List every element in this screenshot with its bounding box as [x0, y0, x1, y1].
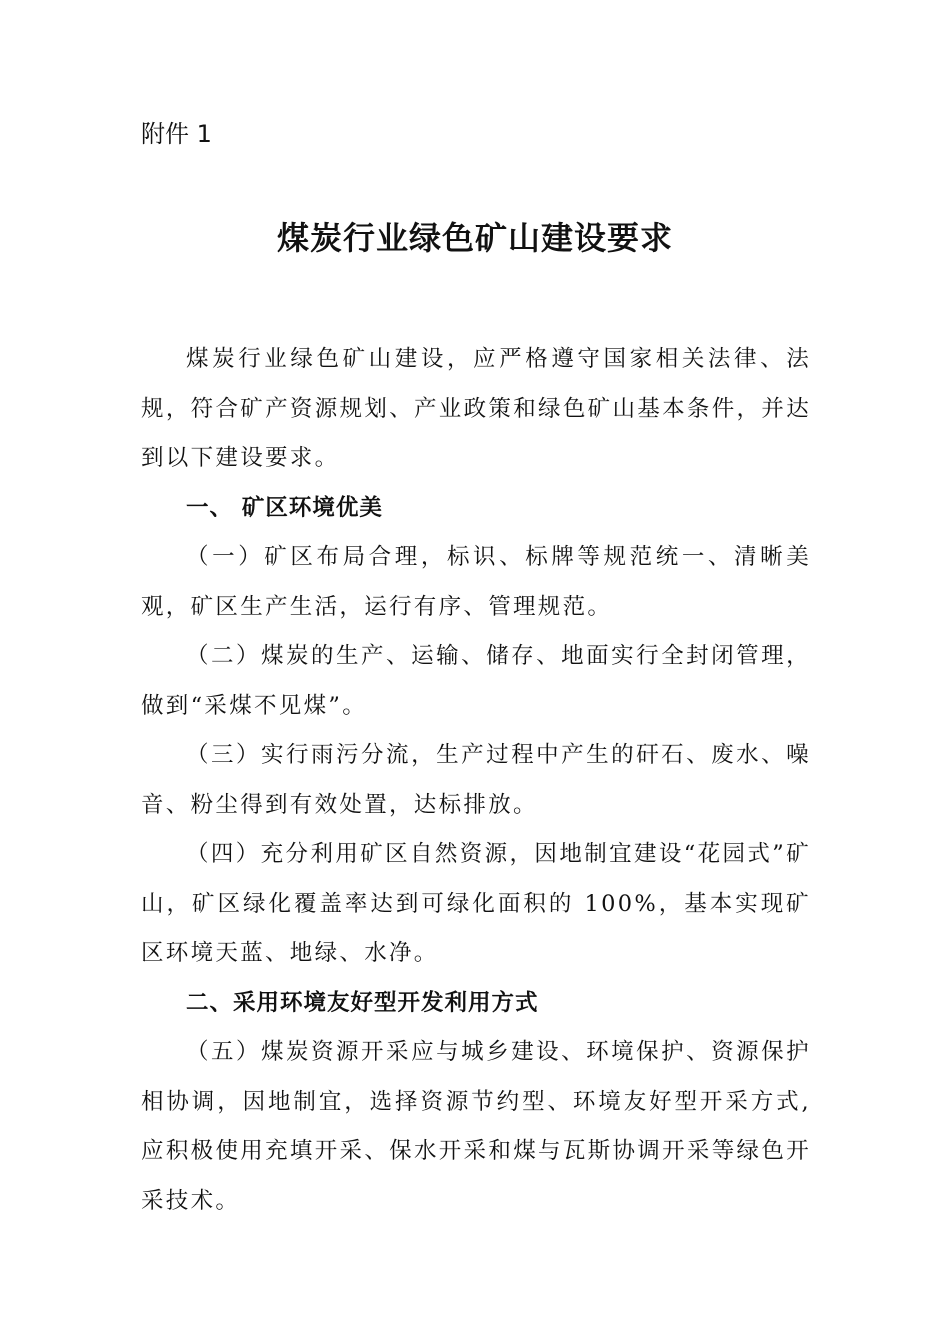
document-title: 煤炭行业绿色矿山建设要求	[276, 219, 673, 257]
intro-paragraph: 煤炭行业绿色矿山建设，应严格遵守国家相关法律、法规，符合矿产资源规划、产业政策和绿色矿山基本条件，并达到以下建设要求。	[141, 346, 811, 471]
section-heading-1: 一、 矿区环境优美	[186, 494, 383, 521]
document-body	[141, 335, 811, 1226]
section1-item-2: （二）煤炭的生产、运输、储存、地面实行全封闭管理，做到“采煤不见煤”。	[141, 643, 811, 719]
section1-item-4: （四）充分利用矿区自然资源，因地制宜建设“花园式”矿山，矿区绿化覆盖率达到可绿化面积的 100%，基本实现矿区环境天蓝、地绿、水净。	[141, 841, 811, 966]
section-heading-2: 二、采用环境友好型开发利用方式	[186, 989, 539, 1016]
section1-item-3: （三）实行雨污分流，生产过程中产生的矸石、废水、噪音、粉尘得到有效处置，达标排放。	[141, 742, 811, 818]
attachment-label: 附件 1	[141, 120, 212, 148]
section1-item-1: （一）矿区布局合理，标识、标牌等规范统一、清晰美观，矿区生产生活，运行有序、管理规范。	[141, 544, 811, 620]
section2-item-5: （五）煤炭资源开采应与城乡建设、环境保护、资源保护相协调，因地制宜，选择资源节约型、环境友好型开采方式,应积极使用充填开采、保水开采和煤与瓦斯协调开采等绿色开采技术。	[141, 1039, 811, 1214]
